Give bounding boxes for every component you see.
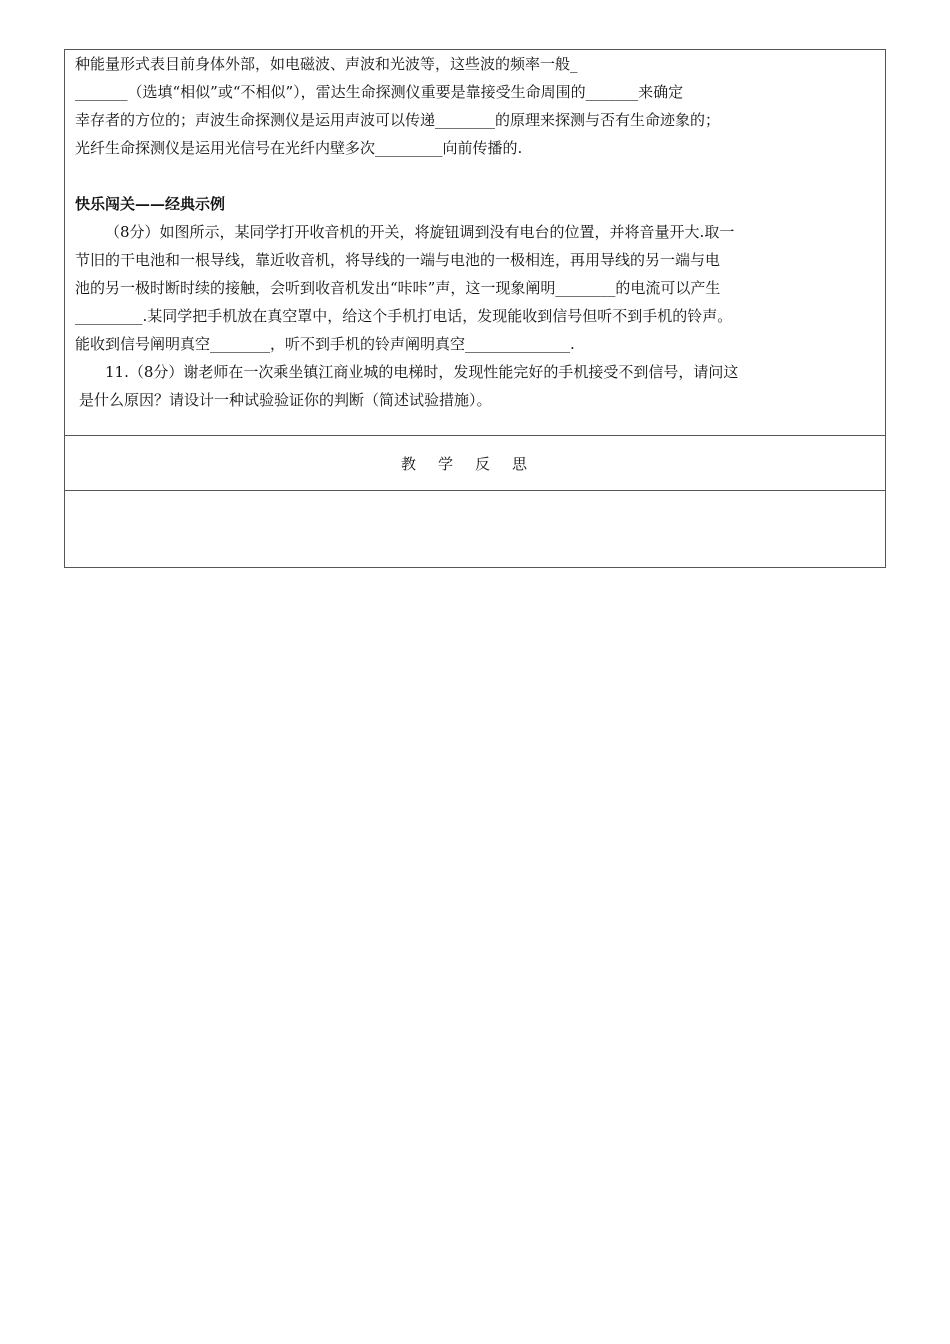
text-line: 池的另一极时断时续的接触，会听到收音机发出“咔咔”声，这一现象阐明________的电流可以产生 [75, 279, 721, 297]
section-heading: 快乐闯关——经典示例 [75, 195, 226, 213]
text-line: （8分）如图所示，某同学打开收音机的开关，将旋钮调到没有电台的位置，并将音量开大.取一 [105, 223, 735, 241]
worksheet-table [64, 49, 886, 568]
text-line: 幸存者的方位的；声波生命探测仪是运用声波可以传递________的原理来探测与否有生命迹象的； [75, 111, 721, 129]
text-line: _________.某同学把手机放在真空罩中，给这个手机打电话，发现能收到信号但听不到手机的铃声。 [75, 307, 733, 325]
reflection-body[interactable] [65, 491, 885, 567]
question-paragraph [75, 218, 875, 358]
text-line: 节旧的干电池和一根导线，靠近收音机，将导线的一端与电池的一极相连，再用导线的另一端与电 [75, 251, 721, 269]
text-line: 11.（8分）谢老师在一次乘坐镇江商业城的电梯时，发现性能完好的手机接受不到信号，请问这 [105, 363, 739, 381]
question-11-paragraph [75, 358, 875, 414]
content-cell [65, 50, 885, 436]
text-line: 种能量形式表目前身体外部，如电磁波、声波和光波等，这些波的频率一般_ [75, 55, 578, 73]
text-line: _______（选填“相似”或“不相似”），雷达生命探测仪重要是靠接受生命周围的_______来确定 [75, 83, 684, 101]
reflection-title: 教学反思 [400, 454, 549, 473]
reflection-header [65, 436, 885, 491]
text-line: 能收到信号阐明真空________，听不到手机的铃声阐明真空______________. [75, 335, 575, 353]
intro-paragraph [75, 50, 875, 162]
text-line: 是什么原因？请设计一种试验验证你的判断（简述试验措施）。 [79, 391, 492, 409]
text-line: 光纤生命探测仪是运用光信号在光纤内壁多次_________向前传播的. [75, 139, 523, 157]
